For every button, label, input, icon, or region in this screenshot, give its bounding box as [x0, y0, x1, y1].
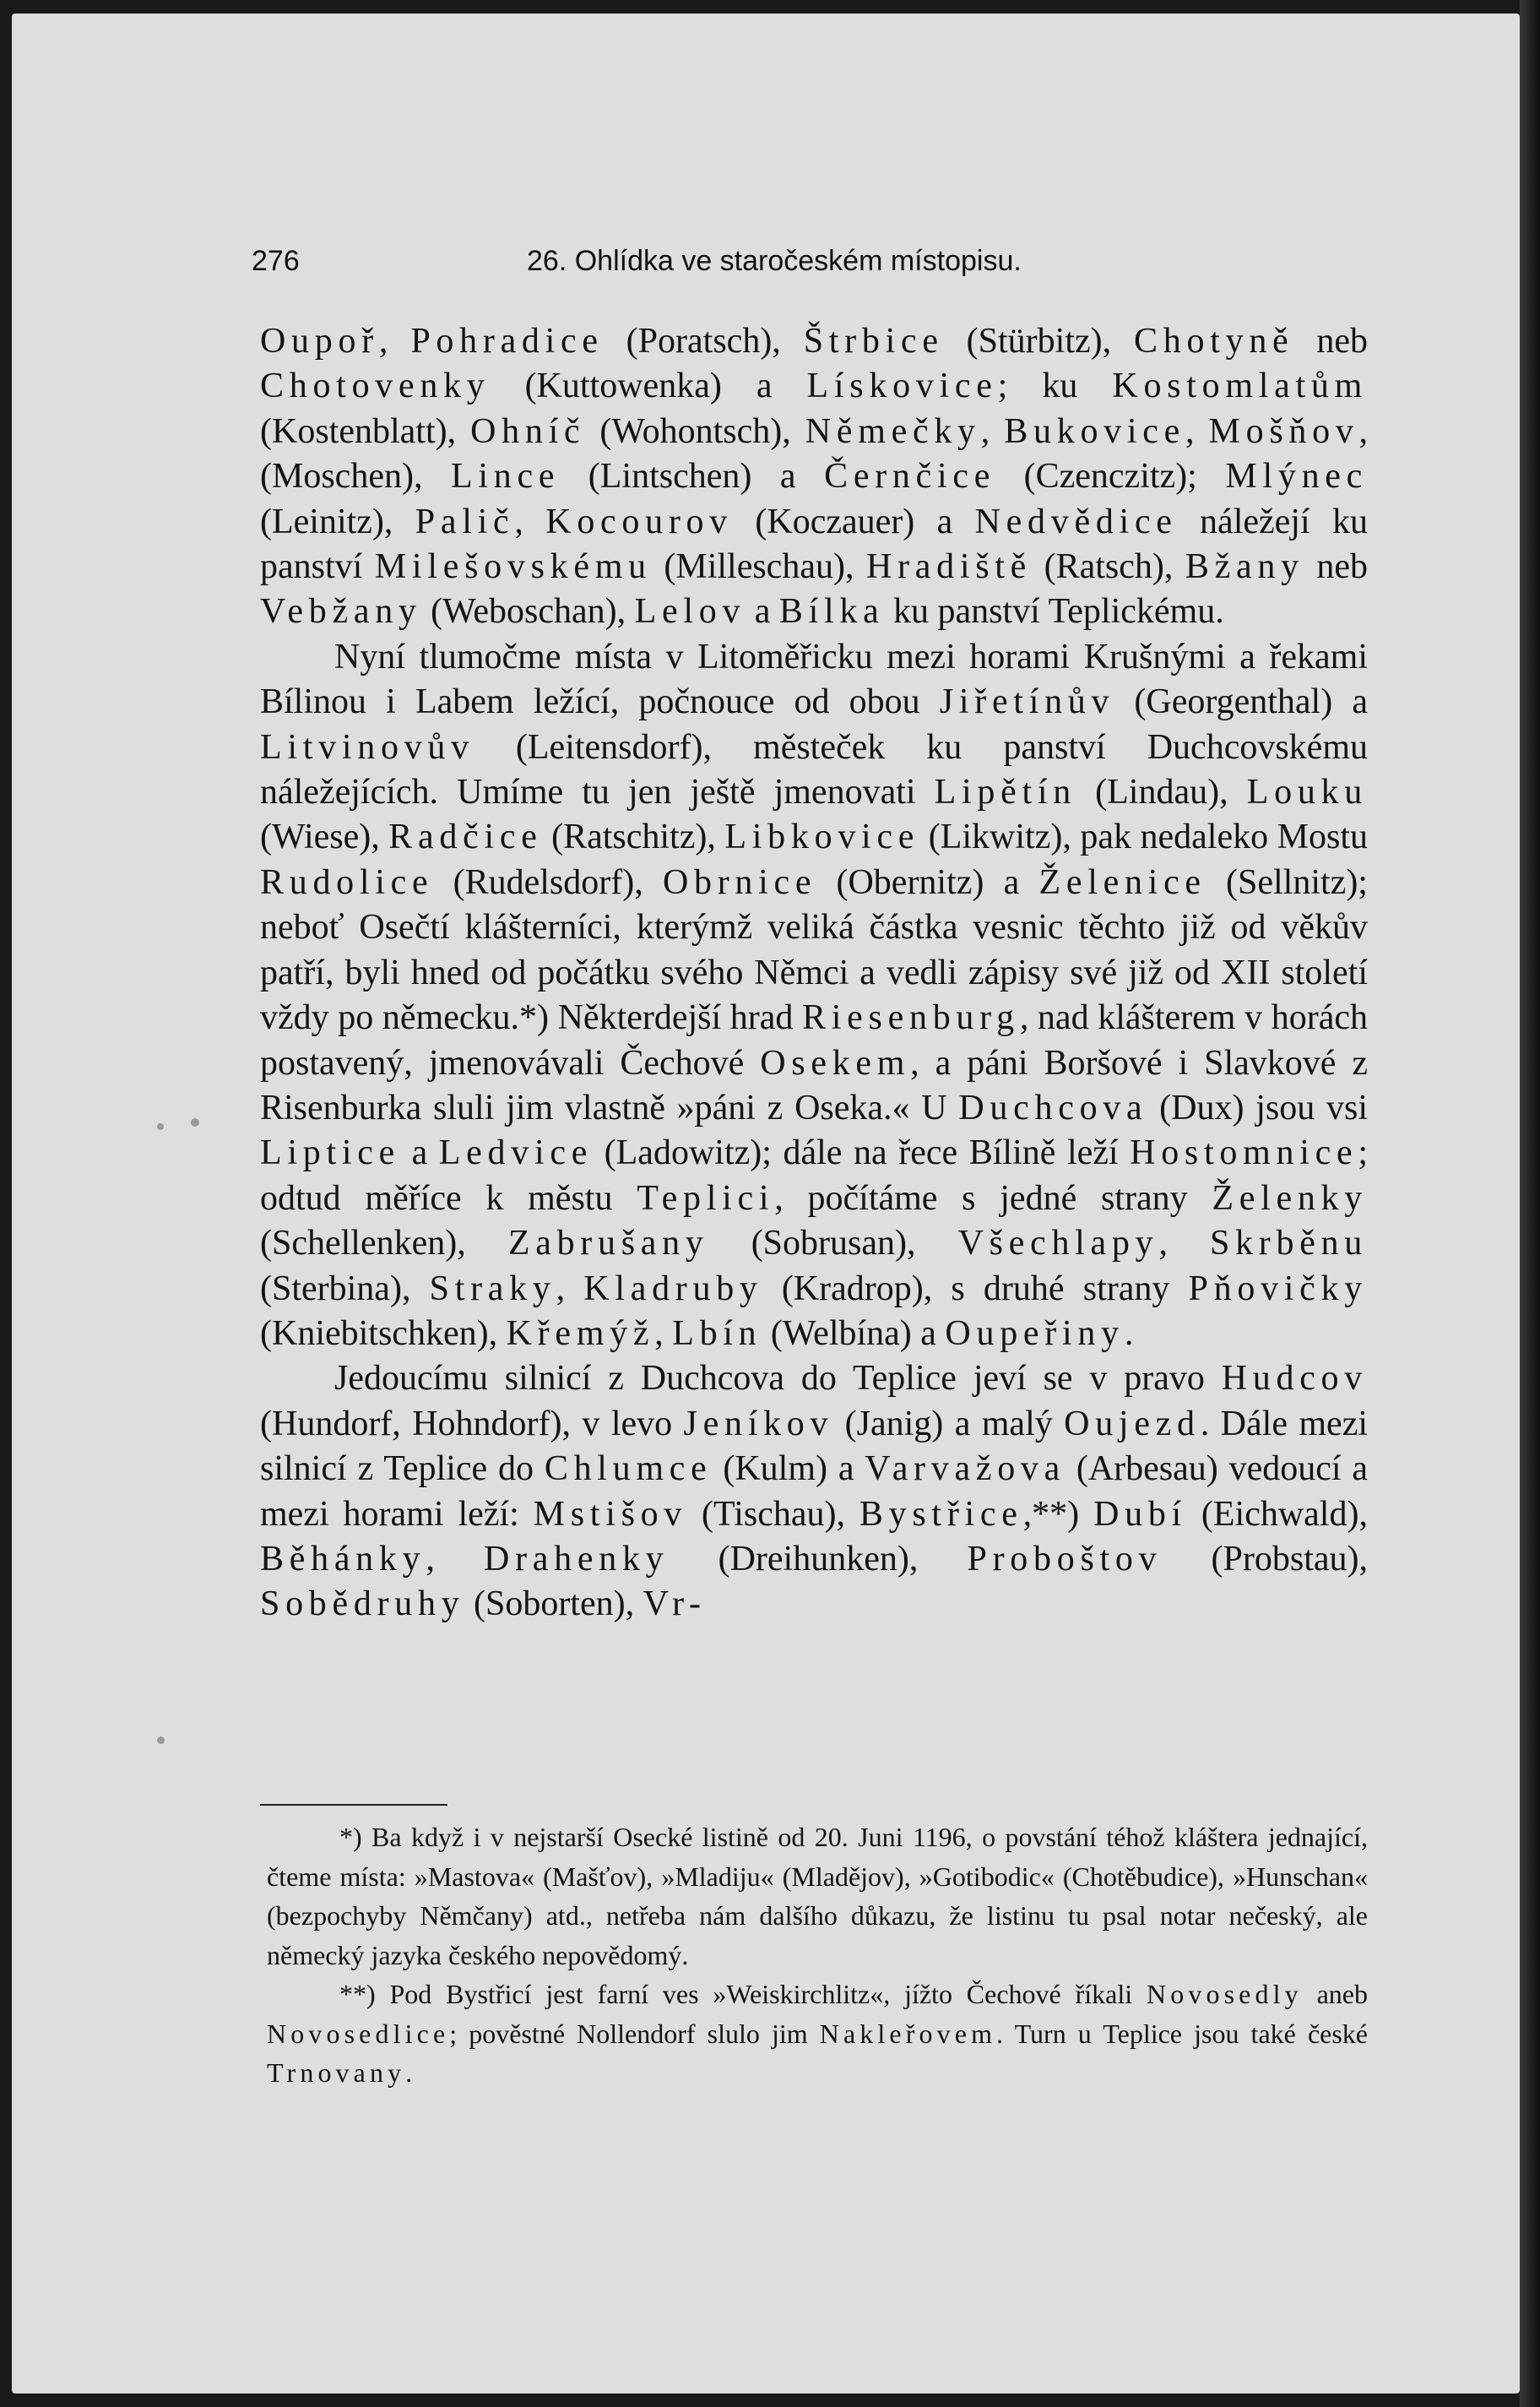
text-run: ,	[980, 411, 1005, 451]
text-run: (Schellenken),	[260, 1224, 508, 1263]
text-run: **) Pod Bystřicí jest farní ves »Weiskirchlitz«, jížto Čechové říkali	[339, 1979, 1147, 2009]
text-run: ,	[378, 322, 411, 361]
text-run: (Probstau),	[1162, 1539, 1368, 1578]
place-name: Proboštov	[967, 1539, 1163, 1578]
text-run: (Arbesau) vedoucí a mezi horami leží:	[260, 1449, 1369, 1534]
text-run: (Kostenblatt),	[260, 411, 471, 451]
place-name: Kocourov	[545, 502, 733, 541]
text-run: , a páni Boršové i Slavkové z Risenburka sluli jim vlastně »páni z Oseka.« U	[260, 1043, 1368, 1127]
place-name: Želenice	[1038, 862, 1207, 902]
place-name: Varvažova	[865, 1449, 1066, 1489]
header-title: 26. Ohlídka ve staročeském místopisu.	[527, 245, 1022, 277]
text-run: (Lindau),	[1076, 773, 1247, 812]
place-name: Mstišov	[533, 1494, 688, 1534]
place-name: Liptice	[260, 1133, 400, 1173]
place-name: Kladruby	[583, 1269, 763, 1308]
text-run: (Tischau),	[687, 1494, 859, 1534]
text-run: a	[400, 1133, 439, 1173]
place-name: Hostomnice	[1130, 1133, 1358, 1173]
place-name: Osekem	[760, 1043, 911, 1083]
running-header	[252, 245, 1366, 287]
text-run: ; ku	[997, 367, 1113, 406]
text-run: . Turn u Teplice jsou také české	[996, 2018, 1369, 2049]
place-name: Ledvice	[438, 1133, 594, 1173]
text-run: ,**)	[1022, 1494, 1094, 1534]
place-name: Křemýž	[506, 1313, 655, 1353]
place-name: Štrbice	[803, 322, 944, 361]
footnote	[267, 1817, 1368, 1975]
place-name: Louku	[1246, 773, 1368, 812]
footnote-divider	[260, 1804, 447, 1806]
place-name: Sobědruhy	[260, 1584, 465, 1624]
text-run: *) Ba když i v nejstarší Osecké listině od 20. Juni 1196, o povstání téhož kláštera jednající, čteme místa: »Mastova« (Mašťov), »Mladiju« (Mladějov), »Gotibodic« (Chotěbudice), »Hunschan« (bezpochyby Němčany) atd., netřeba nám dalšího důkazu, že listinu tu psal notar nečeský, ale německý jazyka českého nepovědomý.	[267, 1822, 1368, 1970]
page-number: 276	[252, 245, 300, 277]
text-run: (Weboschan),	[421, 592, 635, 632]
place-name: Novosedly	[1147, 1979, 1303, 2009]
place-name: Němečky	[805, 411, 981, 451]
text-run: (Georgenthal) a	[1114, 682, 1369, 722]
text-run: (Obernitz) a	[816, 862, 1039, 902]
text-run: (Kuttowenka) a	[490, 367, 807, 406]
place-name: Zabrušany	[507, 1224, 709, 1263]
place-name: Jiřetínův	[939, 682, 1115, 722]
place-name: Riesenburg	[802, 998, 1020, 1038]
place-name: Palič	[415, 502, 515, 541]
text-run: (Ratschitz),	[542, 818, 725, 857]
paragraph	[260, 635, 1368, 1357]
place-name: Straky	[429, 1269, 556, 1308]
place-name: Mošňov	[1208, 411, 1359, 451]
text-run: ,	[1185, 411, 1209, 451]
text-run: (Wohontsch),	[585, 411, 805, 451]
text-run: , (Moschen),	[260, 411, 1369, 497]
text-run: (Milleschau),	[651, 547, 866, 587]
place-name: Chotyně	[1134, 322, 1294, 361]
text-run: (Rudelsdorf),	[433, 862, 663, 902]
place-name: Hradiště	[866, 547, 1033, 587]
paragraph	[260, 319, 1368, 635]
place-name: Lince	[451, 457, 561, 497]
place-name: Pohradice	[410, 322, 604, 361]
text-run: (Ratsch),	[1032, 547, 1185, 587]
text-run: (Koczauer) a	[733, 502, 975, 541]
place-name: Duchcova	[958, 1088, 1148, 1127]
text-run: (Sellnitz); neboť Osečtí klášterníci, kterýmž veliká částka vesnic těchto již od věkův patří, byli hned od počátku svého Němci a vedli zápisy své již od XII století vždy po německu.*) Některdejší hrad	[260, 862, 1368, 1038]
place-name: Černčice	[824, 457, 996, 497]
place-name: Bílka	[778, 592, 885, 632]
place-name: Rudolice	[260, 862, 434, 902]
text-run: (Lintschen) a	[560, 457, 825, 497]
place-name: Skrběnu	[1209, 1224, 1368, 1263]
place-name: Litvinovův	[260, 727, 474, 767]
text-run: neb	[1293, 322, 1368, 361]
text-run: (Kradrop), s druhé strany	[762, 1269, 1189, 1308]
place-name: Všechlapy	[957, 1224, 1159, 1263]
text-run: ku panství Teplickému.	[884, 592, 1224, 632]
text-run: (Janig) a malý	[833, 1404, 1065, 1443]
text-run: (Stürbitz),	[943, 322, 1135, 361]
text-run: (Dreihunken),	[669, 1539, 968, 1578]
place-name: Bukovice	[1004, 411, 1186, 451]
place-name: Vr-	[643, 1584, 707, 1624]
text-run: , počítáme s jedné strany	[774, 1178, 1212, 1218]
text-run: (Czenczitz);	[995, 457, 1226, 497]
text-run: (Kulm) a	[712, 1449, 865, 1489]
place-name: Drahenky	[484, 1539, 670, 1578]
text-run: ,	[426, 1539, 485, 1578]
place-name: Oujezd	[1064, 1404, 1201, 1443]
text-run: (Eichwald),	[1186, 1494, 1368, 1534]
text-run: Nyní tlumočme místa v Litoměřicku mezi horami Krušnými a řekami Bílinou i Labem ležící, počnouce od obou	[260, 637, 1368, 722]
text-run: ,	[514, 502, 546, 541]
place-name: Milešovskému	[374, 547, 652, 587]
text-run: (Leitensdorf), městeček ku panství Duchcovskému náležejících. Umíme tu jen ještě jmenovati	[260, 727, 1368, 812]
body-text	[260, 319, 1368, 1627]
place-name: Libkovice	[724, 818, 920, 857]
text-run: . Dále mezi silnicí z Teplice do	[260, 1404, 1368, 1489]
place-name: Bžany	[1185, 547, 1304, 587]
place-name: Trnovany	[267, 2057, 406, 2088]
place-name: Oupeřiny	[945, 1313, 1125, 1353]
place-name: Nakleřovem	[819, 2018, 997, 2049]
paragraph	[260, 1356, 1368, 1627]
place-name: Radčice	[388, 818, 543, 857]
margin-speck	[157, 1736, 165, 1744]
text-run: (Hundorf, Hohndorf), v levo	[260, 1404, 684, 1443]
text-run: (Sobrusan),	[708, 1224, 958, 1263]
place-name: Hudcov	[1221, 1359, 1368, 1399]
place-name: Dubí	[1093, 1494, 1187, 1534]
place-name: Novosedlice	[267, 2018, 450, 2049]
text-run: Jedoucímu silnicí z Duchcova do Teplice jeví se v pravo	[334, 1359, 1222, 1399]
text-run: (Welbína) a	[762, 1313, 946, 1353]
place-name: Kostomlatům	[1112, 367, 1368, 406]
text-run: , nad klášterem v horách postavený, jmenovávali Čechové	[260, 998, 1368, 1083]
place-name: Lelov	[634, 592, 746, 632]
text-run: ; odtud měříce k městu	[260, 1133, 1368, 1218]
place-name: Chlumce	[544, 1449, 713, 1489]
text-run: aneb	[1302, 1979, 1369, 2009]
place-name: Lipětín	[934, 773, 1077, 812]
place-name: Nedvědice	[974, 502, 1178, 541]
text-run: .	[405, 2057, 413, 2088]
place-name: Běhánky	[260, 1539, 426, 1578]
footnote	[267, 1975, 1368, 2093]
text-run: (Soborten),	[464, 1584, 643, 1624]
text-run: náležejí ku panství	[260, 502, 1368, 587]
text-run: ; pověstné Nollendorf slulo jim	[449, 2018, 820, 2049]
margin-speck	[191, 1118, 199, 1127]
text-run: (Wiese),	[260, 818, 389, 857]
text-run: ,	[1158, 1224, 1210, 1263]
place-name: Lbín	[672, 1313, 762, 1353]
text-run: (Poratsch),	[603, 322, 804, 361]
book-binding-edge	[1520, 0, 1540, 2407]
place-name: Ohníč	[470, 411, 586, 451]
text-run: (Dux) jsou vsi	[1147, 1088, 1368, 1127]
text-run: .	[1124, 1313, 1134, 1353]
place-name: Pňovičky	[1188, 1269, 1368, 1308]
place-name: Želenky	[1212, 1178, 1368, 1218]
text-run: ,	[654, 1313, 673, 1353]
text-run: (Ladowitz); dále na řece Bílině leží	[593, 1133, 1131, 1173]
place-name: Obrnice	[662, 862, 817, 902]
place-name: Oupoř	[260, 322, 379, 361]
footnotes	[267, 1817, 1368, 2093]
text-run: (Kniebitschken),	[260, 1313, 507, 1353]
margin-speck	[157, 1123, 164, 1130]
text-run: ,	[556, 1269, 584, 1308]
place-name: Jeníkov	[683, 1404, 834, 1443]
place-name: Teplici	[637, 1178, 775, 1218]
text-run: (Leinitz),	[260, 502, 415, 541]
text-run: (Likwitz), pak nedaleko Mostu	[919, 818, 1369, 857]
place-name: Chotovenky	[260, 367, 491, 406]
text-run: neb	[1304, 547, 1368, 587]
place-name: Vebžany	[260, 592, 422, 632]
text-run: (Sterbina),	[260, 1269, 430, 1308]
place-name: Bystřice	[859, 1494, 1023, 1534]
text-run: a	[746, 592, 779, 632]
place-name: Lískovice	[806, 367, 998, 406]
place-name: Mlýnec	[1225, 457, 1369, 497]
